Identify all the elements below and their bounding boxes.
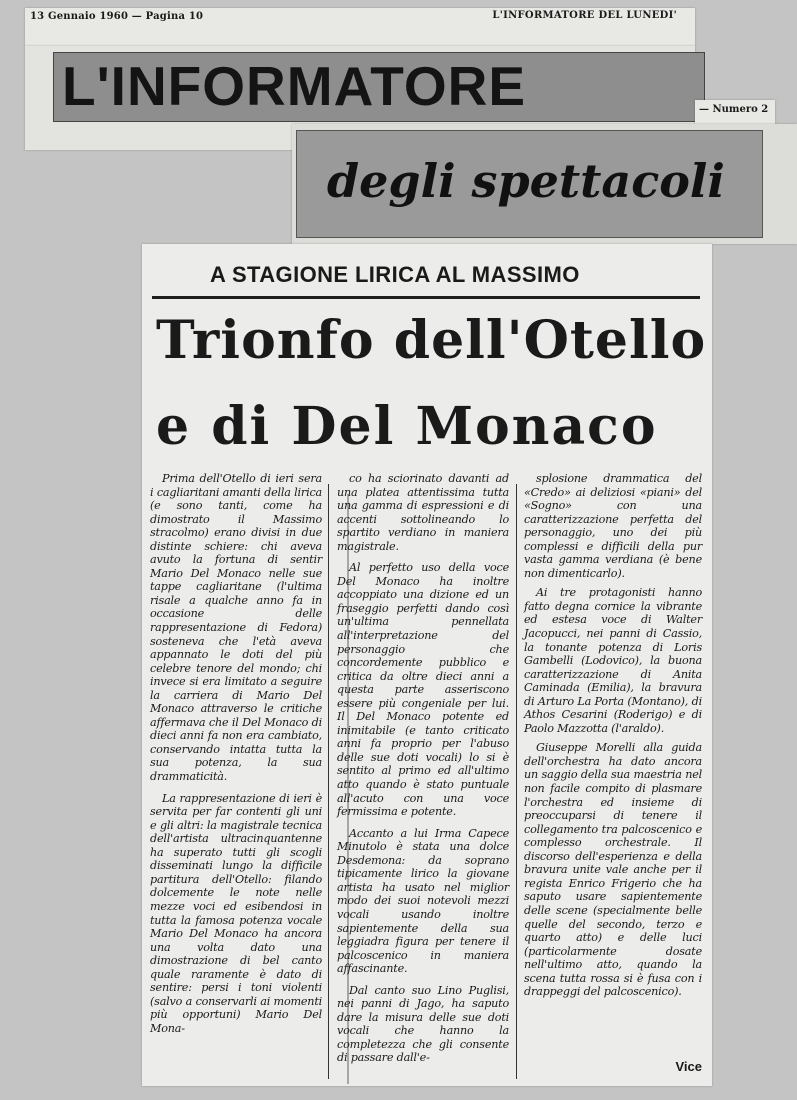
headline-line-1: Trionfo dell'Otello [156,310,707,371]
issue-number: — Numero 2 [699,104,769,115]
headline-rule-top [152,296,700,299]
article-column-1 [150,472,322,1035]
paragraph: co ha sciorinato davanti ad una platea attentissima tutta una gamma di espressioni e di accenti sottolineando lo spartito verdiano in maniera magistrale. [337,472,509,553]
paragraph: Al perfetto uso della voce Del Monaco ha inoltre accoppiato una dizione ed un fraseggio perfetti dando così un'ultima pennellata all'interpretazione del personaggio che concordemente pubblico e critica da oltre dieci anni a questa parte asseriscono essere più congeniale per lui. Il Del Monaco potente ed inimitabile (e tanto criticato anni fa proprio per l'abuso delle sue doti vocali) lo si è sentito al primo ed all'ultimo atto quando è stato puntuale all'acuto con una voce fermissima e potente. [337,561,509,819]
headline-line-2: e di Del Monaco [156,396,658,457]
article-column-3 [524,472,702,999]
number-strip [695,100,775,124]
paragraph: Ai tre protagonisti hanno fatto degna cornice la vibrante ed estesa voce di Walter Jacopucci, nei panni di Cassio, la tonante potenza di Loris Gambelli (Lodovico), la buona caratterizzazione di Anita Caminada (Emilia), la bravura di Arturo La Porta (Montano), di Athos Cesarini (Roderigo) e di Paolo Mazzotta (l'araldo). [524,586,702,735]
subtitle-box [296,130,763,238]
masthead-box [53,52,705,122]
paragraph: Accanto a lui Irma Capece Minutolo è stata una dolce Desdemona: da soprano tipicamente lirico la giovane artista ha usato nel miglior modo dei suoi notevoli mezzi vocali usando inoltre sapientemente della sua leggiadra figura per tenere il palcoscenico in maniera affascinante. [337,826,509,976]
running-head: L'INFORMATORE DEL LUNEDI' [492,10,677,21]
column-divider-2 [516,484,517,1079]
header-strip [25,8,695,46]
paragraph: Prima dell'Otello di ieri sera i cagliaritani amanti della lirica (e sono tanti, come ha dimostrato il Massimo stracolmo) erano divisi in due distinte schiere: chi aveva avuto la fortuna di sentir Mario Del Monaco nelle sue tappe cagliaritane (l'ultima risale a qualche anno fa in occasione delle rappresentazione di Fedora) sosteneva che l'età aveva appannato le doti del più celebre tenore del mondo; chi invece si era limitato a seguire la carriera di Mario Del Monaco attraverso le critiche affermava che il Del Monaco di dieci anni fa non era cambiato, conservando intatta tutta la sua potenza, la sua drammaticità. [150,472,322,784]
paragraph: splosione drammatica del «Credo» ai deliziosi «piani» del «Sogno» con una caratterizzazione perfetta del personaggio, uno dei più complessi e difficili della pur vasta gamma verdiana (è bene non dimenticarlo). [524,472,702,580]
article-kicker: A STAGIONE LIRICA AL MASSIMO [210,262,580,287]
column-divider-1 [328,484,329,1079]
paragraph: Dal canto suo Lino Puglisi, nei panni di Jago, ha saputo dare la misura delle sue doti vocali che hanno la completezza che gli consente di passare dall'e- [337,983,509,1065]
paragraph: Giuseppe Morelli alla guida dell'orchestra ha dato ancora un saggio della sua maestria nel non facile compito di plasmare l'orchestra ed insieme di preoccuparsi di tenere il collegamento tra palcoscenico e complesso orchestrale. Il discorso dell'esperienza e della bravura unite vale anche per il regista Enrico Frigerio che ha saputo usare sapientemente delle scene (specialmente belle quelle del secondo, terzo e quarto atto) e delle luci (particolarmente dosate nell'ultimo atto, quando la scena tutta rossa si è fusa con i drappeggi del palcoscenico). [524,741,702,999]
byline-signature: Vice [675,1059,702,1074]
date-line: 13 Gennaio 1960 — Pagina 10 [30,11,204,22]
article-clipping [142,244,712,1086]
masthead-title: L'INFORMATORE [62,55,527,117]
article-column-2 [337,472,509,1065]
subtitle-clipping [292,124,797,244]
paragraph: La rappresentazione di ieri è servita per far contenti gli uni e gli altri: la magistrale tecnica dell'artista ultracinquantenne ha superato tutti gli scogli disseminati lungo la difficile partitura dell'Otello: filando dolcemente le note nelle mezze voci ed esibendosi in tutta la famosa potenza vocale Mario Del Monaco ha ancora una volta dato una dimostrazione di bel canto quale raramente è dato di sentire: persi i toni violenti (salvo a conservarli ai momenti più opportuni) Mario Del Mona- [150,791,322,1035]
subtitle: degli spettacoli [327,154,725,208]
